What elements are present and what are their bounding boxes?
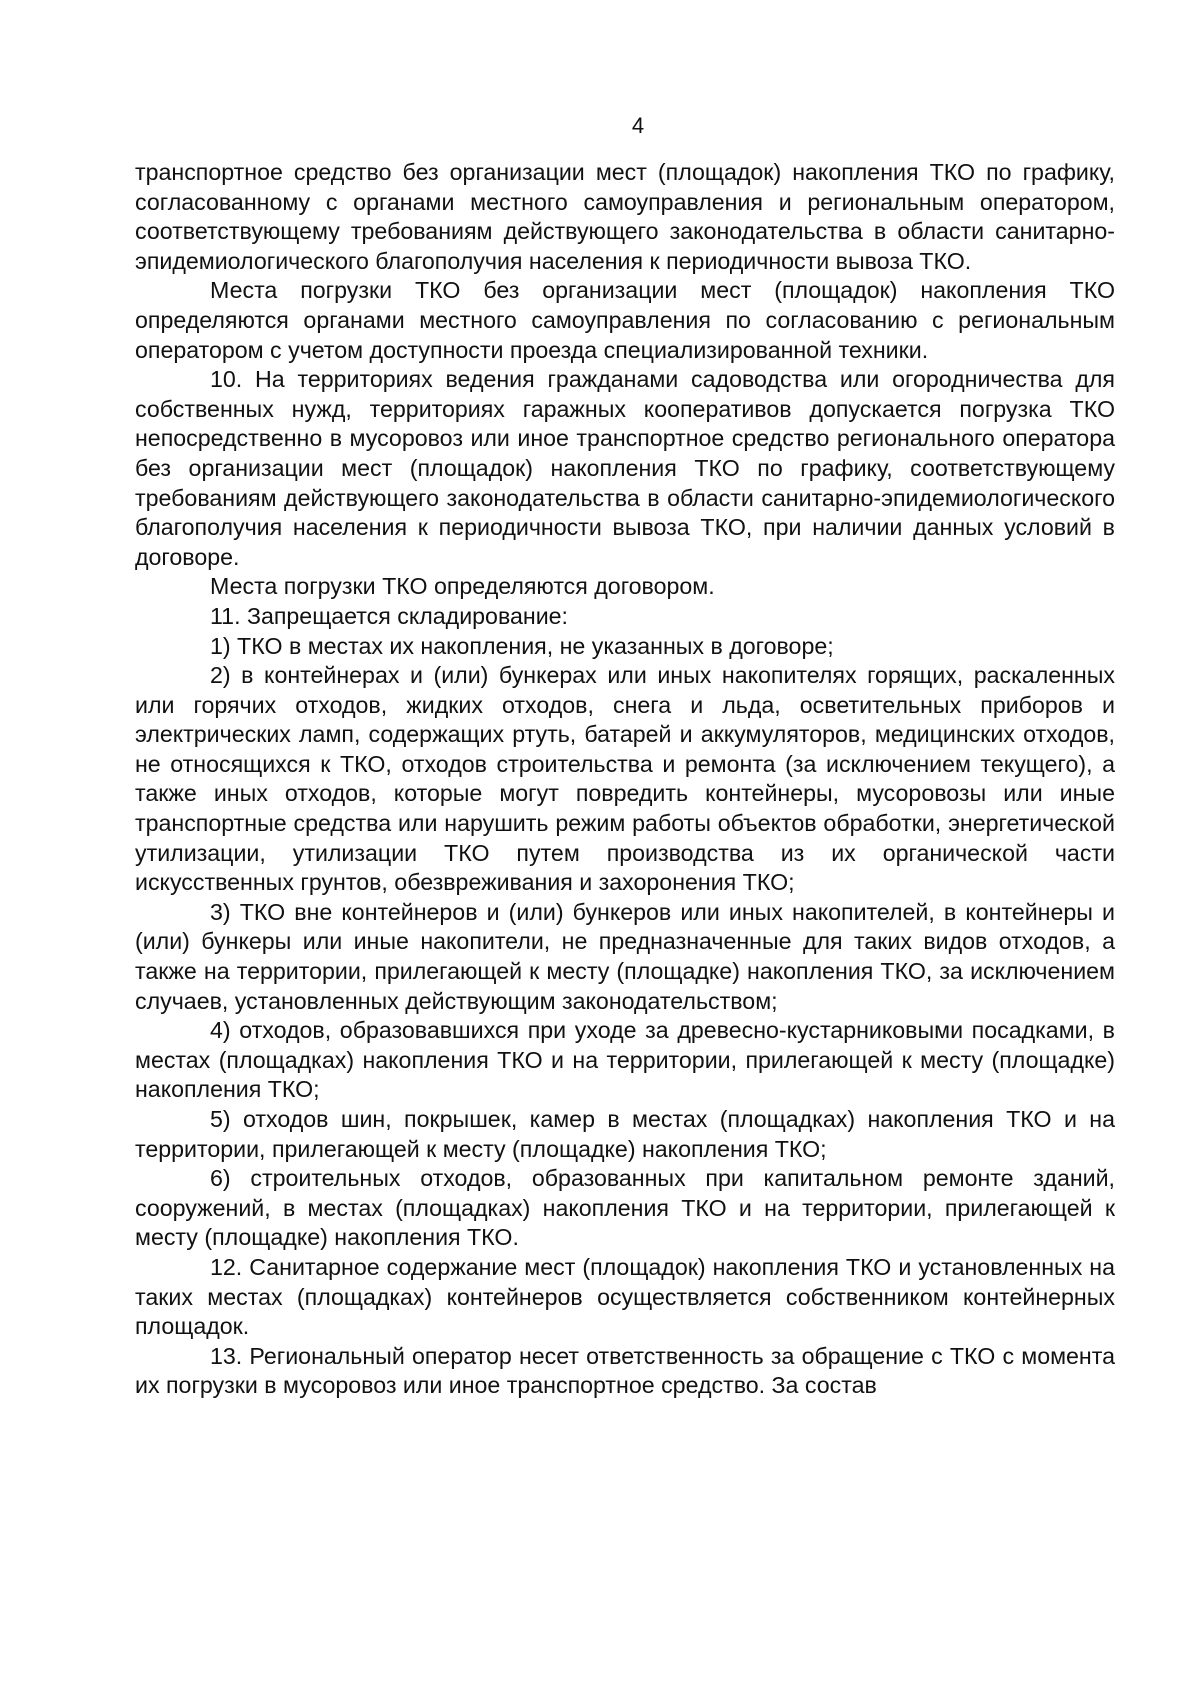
list-item: 4) отходов, образовавшихся при уходе за древесно-кустарниковыми посадками, в местах (площадках) накопления ТКО и на территории, прилегающей к месту (площадке) накопления ТКО; <box>135 1017 1115 1103</box>
list-item: 1) ТКО в местах их накопления, не указанных в договоре; <box>210 632 834 659</box>
paragraph: Места погрузки ТКО определяются договором. <box>210 573 715 600</box>
paragraph-item-10: 10. На территориях ведения гражданами садоводства или огородничества для собственных нужд, территориях гаражных кооперативов допускается погрузка ТКО непосредственно в мусоровоз или иное транспортное средство регионального оператора без организации мест (площадок) накопления ТКО по графику, соответствующему требованиям действующего законодательства в области санитарно-эпидемиологического благополучия населения к периодичности вывоза ТКО, при наличии данных условий в договоре. <box>135 366 1115 570</box>
list-item: 6) строительных отходов, образованных при капитальном ремонте зданий, сооружений, в местах (площадках) накопления ТКО и на территории, прилегающей к месту (площадке) накопления ТКО. <box>135 1165 1115 1251</box>
list-item: 5) отходов шин, покрышек, камер в местах (площадках) накопления ТКО и на территории, прилегающей к месту (площадке) накопления ТКО; <box>135 1106 1115 1162</box>
page-number: 4 <box>631 113 645 138</box>
document-body <box>135 158 1115 1401</box>
paragraph: транспортное средство без организации мест (площадок) накопления ТКО по графику, согласованному с органами местного самоуправления и региональным оператором, соответствующему требованиям действующего законодательства в области санитарно-эпидемиологического благополучия населения к периодичности вывоза ТКО. <box>135 159 1115 274</box>
paragraph-item-12: 12. Санитарное содержание мест (площадок) накопления ТКО и установленных на таких местах (площадках) контейнеров осуществляется собственником контейнерных площадок. <box>135 1253 1115 1340</box>
paragraph-item-11: 11. Запрещается складирование: <box>210 602 569 629</box>
paragraph-item-13: 13. Региональный оператор несет ответственность за обращение с ТКО с момента их погрузки в мусоровоз или иное транспортное средство. За состав <box>135 1342 1115 1399</box>
list-item: 2) в контейнерах и (или) бункерах или иных накопителях горящих, раскаленных или горячих отходов, жидких отходов, снега и льда, осветительных приборов и электрических ламп, содержащих ртуть, батарей и аккумуляторов, медицинских отходов, не относящихся к ТКО, отходов строительства и ремонта (за исключением текущего), а также иных отходов, которые могут повредить контейнеры, мусоровозы или иные транспортные средства или нарушить режим работы объектов обработки, энергетической утилизации, утилизации ТКО путем производства из их органической части искусственных грунтов, обезвреживания и захоронения ТКО; <box>135 662 1115 896</box>
list-item: 3) ТКО вне контейнеров и (или) бункеров или иных накопителей, в контейнеры и (или) бункеры или иные накопители, не предназначенные для таких видов отходов, а также на территории, прилегающей к месту (площадке) накопления ТКО, за исключением случаев, установленных действующим законодательством; <box>135 898 1115 1014</box>
paragraph: Места погрузки ТКО без организации мест (площадок) накопления ТКО определяются органами местного самоуправления по согласованию с региональным оператором с учетом доступности проезда специализированной техники. <box>135 277 1115 363</box>
